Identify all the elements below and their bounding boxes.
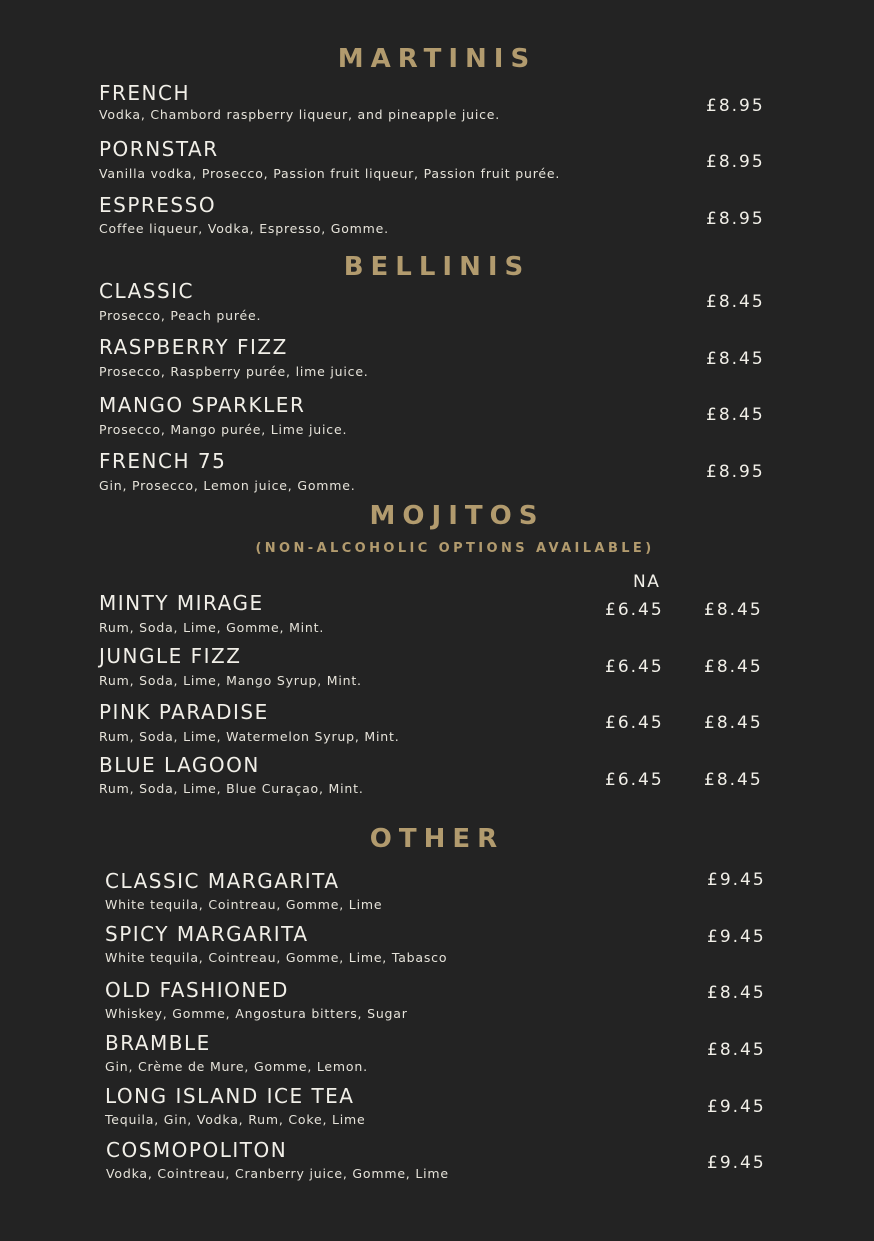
item-name: FRENCH 75 [99,449,227,473]
item-description: Rum, Soda, Lime, Gomme, Mint. [99,620,325,635]
item-price: £8.45 [706,292,765,312]
item-description: Whiskey, Gomme, Angostura bitters, Sugar [105,1006,408,1021]
item-price: £8.95 [706,152,765,172]
item-description: Prosecco, Peach purée. [99,308,262,323]
item-na-price: £6.45 [605,657,664,677]
item-price: £9.45 [707,927,766,947]
na-column-label: NA [633,572,661,592]
item-description: Rum, Soda, Lime, Mango Syrup, Mint. [99,673,362,688]
item-description: White tequila, Cointreau, Gomme, Lime [105,897,383,912]
item-price: £9.45 [707,1097,766,1117]
item-description: Vodka, Chambord raspberry liqueur, and pineapple juice. [99,107,501,122]
item-description: Gin, Prosecco, Lemon juice, Gomme. [99,478,356,493]
section-title-bellinis: BELLINIS [343,252,531,282]
item-na-price: £6.45 [605,770,664,790]
item-price: £8.45 [704,770,763,790]
item-price: £8.95 [706,209,765,229]
item-na-price: £6.45 [605,713,664,733]
item-price: £9.45 [707,870,766,890]
item-description: Gin, Crème de Mure, Gomme, Lemon. [105,1059,368,1074]
item-name: COSMOPOLITON [106,1138,288,1162]
section-subtitle-mojitos: (NON-ALCOHOLIC OPTIONS AVAILABLE) [255,541,655,556]
section-title-martinis: MARTINIS [337,44,537,74]
item-description: Vodka, Cointreau, Cranberry juice, Gomme, Lime [106,1166,449,1181]
item-name: PORNSTAR [99,137,219,161]
item-name: OLD FASHIONED [105,978,289,1002]
item-name: PINK PARADISE [99,700,269,724]
item-name: FRENCH [99,81,191,105]
item-name: CLASSIC [99,279,195,303]
item-name: MANGO SPARKLER [99,393,306,417]
item-price: £8.95 [706,462,765,482]
item-price: £8.45 [707,983,766,1003]
item-name: JUNGLE FIZZ [99,644,242,668]
item-price: £8.95 [706,96,765,116]
item-name: BRAMBLE [105,1031,211,1055]
section-title-mojitos: MOJITOS [369,501,545,531]
item-name: ESPRESSO [99,193,217,217]
item-description: Coffee liqueur, Vodka, Espresso, Gomme. [99,221,389,236]
item-description: Prosecco, Mango purée, Lime juice. [99,422,348,437]
item-description: Prosecco, Raspberry purée, lime juice. [99,364,369,379]
item-description: Vanilla vodka, Prosecco, Passion fruit liqueur, Passion fruit purée. [99,166,561,181]
item-name: LONG ISLAND ICE TEA [105,1084,355,1108]
item-price: £8.45 [704,600,763,620]
item-na-price: £6.45 [605,600,664,620]
item-name: SPICY MARGARITA [105,922,309,946]
item-description: Rum, Soda, Lime, Blue Curaçao, Mint. [99,781,364,796]
item-price: £8.45 [704,713,763,733]
item-name: RASPBERRY FIZZ [99,335,288,359]
section-title-other: OTHER [369,824,505,854]
item-description: Rum, Soda, Lime, Watermelon Syrup, Mint. [99,729,400,744]
item-name: CLASSIC MARGARITA [105,869,340,893]
item-name: BLUE LAGOON [99,753,260,777]
item-description: White tequila, Cointreau, Gomme, Lime, Tabasco [105,950,448,965]
item-price: £9.45 [707,1153,766,1173]
item-price: £8.45 [704,657,763,677]
item-price: £8.45 [706,349,765,369]
item-price: £8.45 [706,405,765,425]
item-price: £8.45 [707,1040,766,1060]
item-name: MINTY MIRAGE [99,591,264,615]
item-description: Tequila, Gin, Vodka, Rum, Coke, Lime [105,1112,366,1127]
